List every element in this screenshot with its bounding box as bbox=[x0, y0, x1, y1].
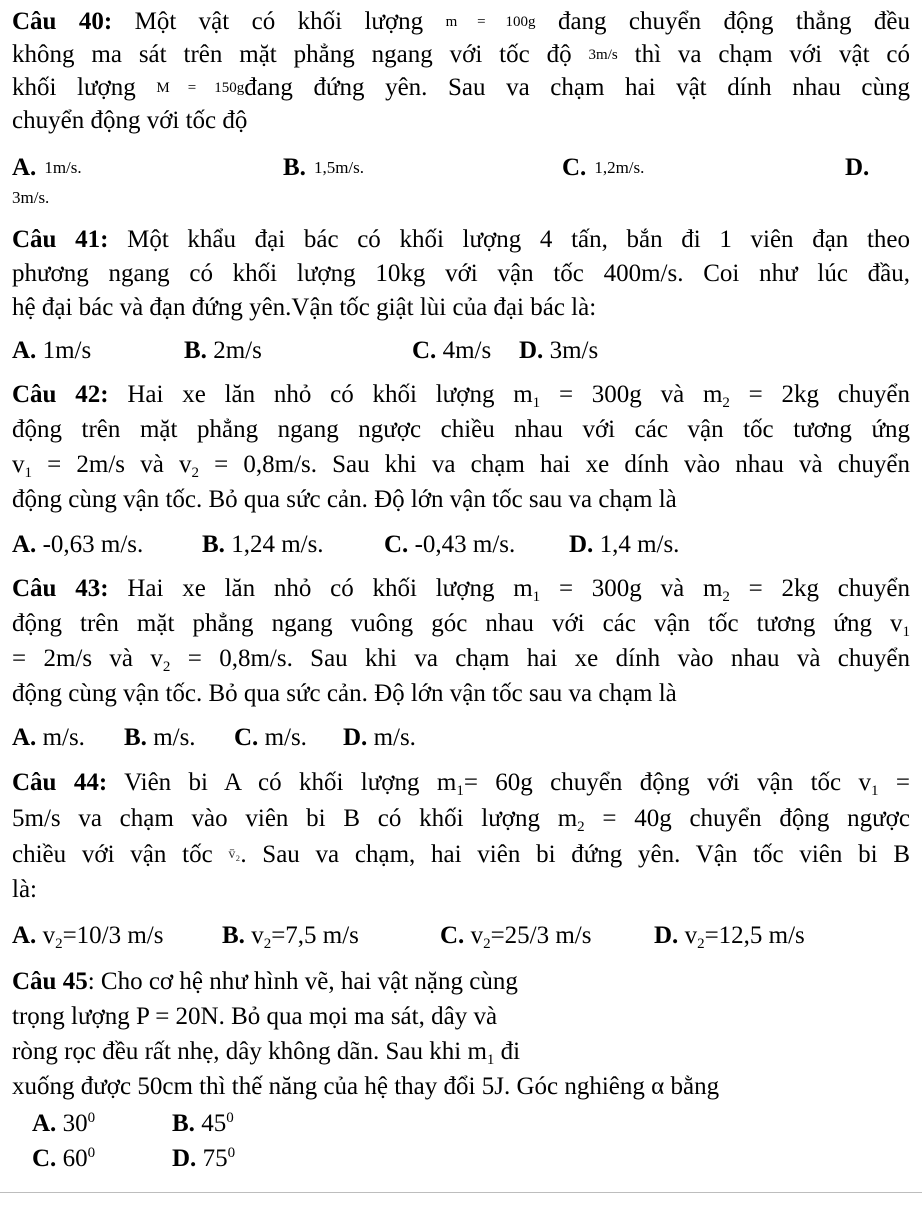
q40-label: Câu 40: bbox=[12, 8, 113, 35]
q41-line-1: Câu 41: Một khẩu đại bác có khối lượng 4 tấn, bắn đi 1 viên đạn theo bbox=[12, 226, 910, 253]
q42-line-4: động cùng vận tốc. Bỏ qua sức cản. Độ lớn vận tốc sau va chạm là bbox=[12, 486, 677, 513]
q44-label: Câu 44: bbox=[12, 769, 108, 796]
page-bottom-divider bbox=[0, 1192, 922, 1193]
velocity-vector-icon: v̄₂ bbox=[228, 847, 241, 862]
q45-option-b: B. $45^0$ bbox=[172, 1110, 234, 1137]
q41-line-2: phương ngang có khối lượng 10kg với vận tốc 400m/s. Coi như lúc đầu, bbox=[12, 260, 910, 287]
q40-speed: 3m/s bbox=[588, 47, 618, 63]
q42-option-c: C. -0,43 m/s. bbox=[384, 531, 516, 558]
q40-mass-small: m = 100g bbox=[445, 14, 536, 30]
q43-option-d: D. m/s. bbox=[343, 724, 416, 751]
q43-line-4: động cùng vận tốc. Bỏ qua sức cản. Độ lớn vận tốc sau va chạm là bbox=[12, 680, 677, 707]
q45-label: Câu 45 bbox=[12, 968, 88, 995]
q44-option-d: D. $v_2=12,5$ m/s bbox=[654, 922, 805, 952]
q44-option-a: A. $v_2=10/3$ m/s bbox=[12, 922, 164, 952]
q42-option-b: B. 1,24 m/s. bbox=[202, 531, 324, 558]
q40-line-1: Câu 40: Một vật có khối lượng m = 100g đang chuyển động thẳng đều bbox=[12, 8, 910, 35]
q40-line-2: không ma sát trên mặt phẳng ngang với tốc độ 3m/s thì va chạm với vật có bbox=[12, 41, 911, 68]
q41-option-c: C. 4m/s bbox=[412, 337, 492, 364]
q44-line-4: là: bbox=[12, 876, 37, 903]
q40-line-3: khối lượng M = 150gđang đứng yên. Sau va chạm hai vật dính nhau cùng bbox=[12, 74, 911, 101]
q40-option-b: B. 1,5m/s. bbox=[283, 154, 364, 181]
q43-line-3: = 2m/s và $v_2 = 0,8m/s$. Sau khi va chạm hai xe dính vào nhau và chuyển bbox=[12, 645, 910, 675]
q42-label: Câu 42: bbox=[12, 381, 109, 408]
q40-option-c: C. 1,2m/s. bbox=[562, 154, 645, 181]
q40-option-a: A. 1m/s. bbox=[12, 154, 82, 181]
q40-option-d-value: 3m/s. bbox=[12, 188, 50, 207]
q40-line-4: chuyển động với tốc độ bbox=[12, 107, 248, 134]
q40-option-d: D. bbox=[845, 154, 870, 181]
q41-option-b: B. 2m/s bbox=[184, 337, 262, 364]
q44-line-3: chiều với vận tốc v̄₂. Sau va chạm, hai viên bi đứng yên. Vận tốc viên bi B bbox=[12, 841, 910, 868]
q43-label: Câu 43: bbox=[12, 575, 109, 602]
q42-line-2: động trên mặt phẳng ngang ngược chiều nhau với các vận tốc tương ứng bbox=[12, 416, 910, 443]
q45-line-1: Câu 45: Cho cơ hệ như hình vẽ, hai vật nặng cùng bbox=[12, 968, 518, 995]
q41-line-3: hệ đại bác và đạn đứng yên.Vận tốc giật lùi của đại bác là: bbox=[12, 294, 597, 321]
q42-option-a: A. -0,63 m/s. bbox=[12, 531, 144, 558]
q45-option-c: C. $60^0$ bbox=[32, 1145, 96, 1172]
q45-line-4: xuống được 50cm thì thế năng của hệ thay đổi 5J. Góc nghiêng α bằng bbox=[12, 1073, 720, 1100]
q40-mass-large: M = 150g bbox=[156, 80, 245, 96]
q44-line-2: 5m/s va chạm vào viên bi B có khối lượng $m_2 = 40g$ chuyển động ngược bbox=[12, 805, 910, 835]
q45-line-2: trọng lượng P = 20N. Bỏ qua mọi ma sát, dây và bbox=[12, 1003, 498, 1030]
q43-option-b: B. m/s. bbox=[124, 724, 196, 751]
q43-line-1: Câu 43: Hai xe lăn nhỏ có khối lượng $m_1 = 300g$ và $m_2 = 2kg$ chuyển bbox=[12, 575, 910, 605]
q43-option-c: C. m/s. bbox=[234, 724, 307, 751]
q42-line-1: Câu 42: Hai xe lăn nhỏ có khối lượng $m_1 = 300g$ và $m_2 = 2kg$ chuyển bbox=[12, 381, 910, 411]
q43-option-a: A. m/s. bbox=[12, 724, 85, 751]
q41-option-d: D. 3m/s bbox=[519, 337, 599, 364]
q45-option-a: A. $30^0$ bbox=[32, 1110, 96, 1137]
q41-option-a: A. 1m/s bbox=[12, 337, 92, 364]
q44-line-1: Câu 44: Viên bi A có khối lượng $m_1= 60g$ chuyển động với vận tốc $v_1$ = bbox=[12, 769, 910, 799]
q45-line-3: ròng rọc đều rất nhẹ, dây không dãn. Sau khi $m_1$ đi bbox=[12, 1038, 521, 1068]
q44-option-c: C. $v_2=25/3$ m/s bbox=[440, 922, 592, 952]
q45-option-d: D. $75^0$ bbox=[172, 1145, 236, 1172]
q43-line-2: động trên mặt phẳng ngang vuông góc nhau với các vận tốc tương ứng $v_1$ bbox=[12, 610, 910, 640]
q42-line-3: $v_1 = 2m/s$ và $v_2 = 0,8m/s$. Sau khi va chạm hai xe dính vào nhau và chuyển bbox=[12, 451, 910, 481]
q42-option-d: D. 1,4 m/s. bbox=[569, 531, 680, 558]
q41-label: Câu 41: bbox=[12, 226, 109, 253]
q44-option-b: B. $v_2=7,5$ m/s bbox=[222, 922, 359, 952]
